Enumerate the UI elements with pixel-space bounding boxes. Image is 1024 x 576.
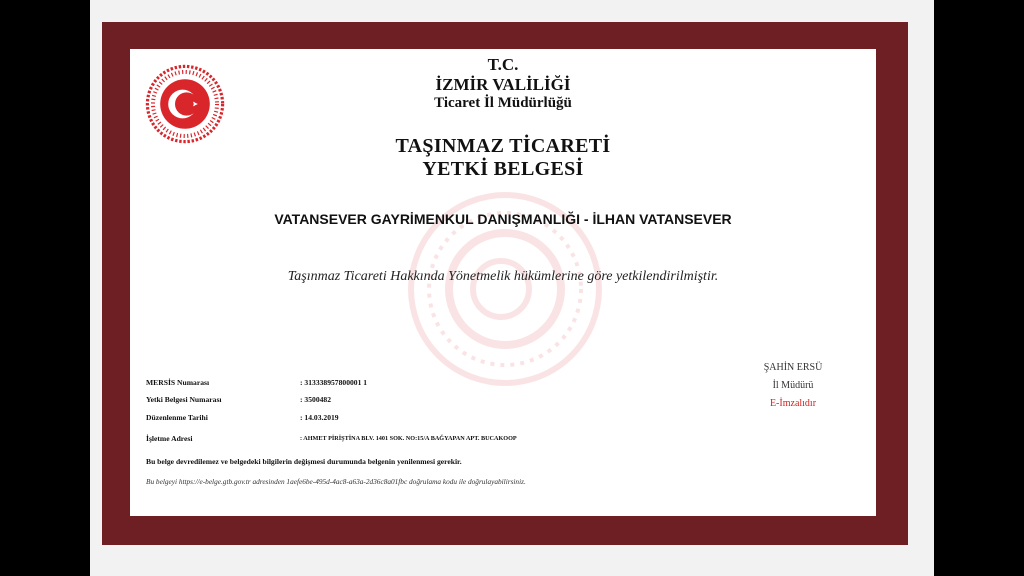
transfer-note: Bu belge devredilemez ve belgedeki bilgilerin değişmesi durumunda belgenin yenilenmesi gerekir. <box>146 457 462 466</box>
certificate-subtitle: YETKİ BELGESİ <box>422 158 584 180</box>
detail-label: İşletme Adresi <box>146 434 193 443</box>
header-tc: T.C. <box>487 55 519 74</box>
verification-text: Bu belgeyi https://e-belge.gtb.gov.tr adresinden 1aefe6be-495d-4ac8-a63a-2d36c8a01fbc doğrulama kodu ile doğrulayabilirsiniz. <box>146 477 526 486</box>
header-mudurluk: Ticaret İl Müdürlüğü <box>434 95 572 111</box>
signer-name: ŞAHİN ERSÜ <box>763 362 823 373</box>
certificate-title: TAŞINMAZ TİCARETİ <box>395 135 611 157</box>
detail-value: : AHMET PİRİŞTİNA BLV. 1401 SOK. NO:15/A BAĞYAPAN APT. BUCAKOOP <box>300 435 517 442</box>
detail-label: MERSİS Numarası <box>146 378 210 387</box>
authorization-statement: Taşınmaz Ticareti Hakkında Yönetmelik hükümlerine göre yetkilendirilmiştir. <box>287 269 719 284</box>
document-page <box>90 0 934 576</box>
detail-label: Düzenlenme Tarihi <box>146 413 208 422</box>
detail-label: Yetki Belgesi Numarası <box>146 395 222 404</box>
header-valilik: İZMİR VALİLİĞİ <box>435 75 571 94</box>
certificate-sheet <box>130 49 876 516</box>
certificate-frame <box>102 22 908 545</box>
detail-value: : 3500482 <box>300 395 332 404</box>
detail-value: : 313338957800001 1 <box>300 378 368 387</box>
signer-role: İl Müdürü <box>772 380 814 391</box>
company-name: VATANSEVER GAYRİMENKUL DANIŞMANLIĞI - İLHAN VATANSEVER <box>274 211 732 227</box>
detail-value: : 14.03.2019 <box>300 413 339 422</box>
e-signature-label: E-İmzalıdır <box>769 398 817 409</box>
